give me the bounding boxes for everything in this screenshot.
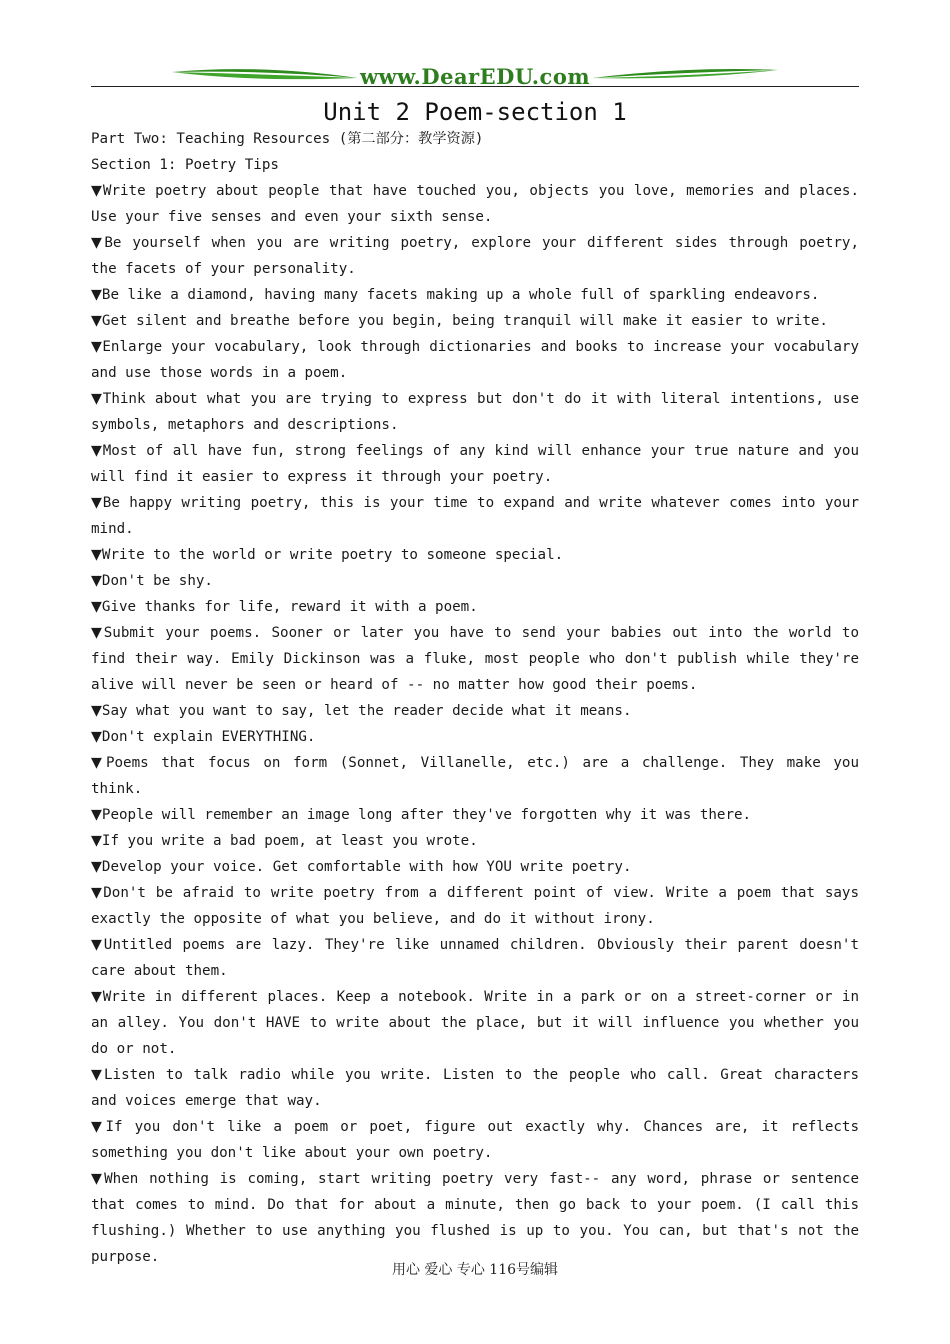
triangle-bullet-icon: ▼ — [91, 287, 102, 303]
tip-item — [91, 880, 859, 932]
triangle-bullet-icon: ▼ — [91, 339, 103, 355]
logo-text: www.DearEDU.com — [359, 64, 591, 89]
tip-text: If you write a bad poem, at least you wrote. — [101, 833, 478, 849]
page-title: Unit 2 Poem-section 1 — [323, 98, 627, 126]
tip-item — [91, 594, 859, 620]
tip-item — [91, 490, 859, 542]
tip-text: When nothing is coming, start writing poetry very fast-- any word, phrase or sentence that comes to mind. Do that for about a minute, then go back to your poem. (I call this flushing.) Whether to use anything you flushed is up to you. You can, but that's not the purpose. — [91, 1171, 859, 1265]
tip-item — [91, 386, 859, 438]
tip-item — [91, 1062, 859, 1114]
triangle-bullet-icon: ▼ — [91, 859, 102, 875]
tip-item — [91, 724, 859, 750]
tip-item — [91, 1166, 859, 1270]
tip-item — [91, 542, 859, 568]
tip-item — [91, 438, 859, 490]
triangle-bullet-icon: ▼ — [91, 703, 102, 719]
triangle-bullet-icon: ▼ — [91, 573, 102, 589]
triangle-bullet-icon: ▼ — [91, 755, 106, 771]
tip-item — [91, 932, 859, 984]
tip-item — [91, 828, 859, 854]
tip-text: Write poetry about people that have touched you, objects you love, memories and places. Use your five senses and even your sixth sense. — [91, 183, 859, 225]
tip-item — [91, 282, 859, 308]
tip-text: Think about what you are trying to express but don't do it with literal intentions, use symbols, metaphors and descriptions. — [91, 391, 859, 433]
tip-text: Don't be afraid to write poetry from a different point of view. Write a poem that says exactly the opposite of what you believe, and do it without irony. — [91, 885, 859, 927]
tip-text: Say what you want to say, let the reader decide what it means. — [101, 703, 632, 719]
tip-text: Develop your voice. Get comfortable with how YOU write poetry. — [101, 859, 632, 875]
tip-text: Give thanks for life, reward it with a poem. — [101, 599, 478, 615]
tip-item — [91, 230, 859, 282]
tip-text: Be happy writing poetry, this is your time to expand and write whatever comes into your mind. — [91, 495, 859, 537]
tip-item — [91, 308, 859, 334]
tip-text: People will remember an image long after they've forgotten why it was there. — [101, 807, 752, 823]
triangle-bullet-icon: ▼ — [91, 1171, 105, 1187]
tip-item — [91, 802, 859, 828]
triangle-bullet-icon: ▼ — [91, 443, 103, 459]
document-body — [91, 126, 859, 1270]
tip-text: Most of all have fun, strong feelings of any kind will enhance your true nature and you will find it easier to express it through your poetry. — [91, 443, 859, 485]
triangle-bullet-icon: ▼ — [91, 1119, 106, 1135]
tip-text: Enlarge your vocabulary, look through dictionaries and books to increase your vocabulary and use those words in a poem. — [91, 339, 859, 381]
triangle-bullet-icon: ▼ — [91, 729, 102, 745]
tip-text: Write in different places. Keep a notebook. Write in a park or on a street-corner or in an alley. You don't HAVE to write about the place, but it will influence you whether you do or not. — [91, 989, 859, 1057]
tip-text: Be like a diamond, having many facets making up a whole full of sparkling endeavors. — [101, 287, 820, 303]
tip-item — [91, 334, 859, 386]
tip-item — [91, 1114, 859, 1166]
triangle-bullet-icon: ▼ — [91, 885, 104, 901]
tip-text: Get silent and breathe before you begin, being tranquil will make it easier to write. — [101, 313, 828, 329]
tip-text: Be yourself when you are writing poetry, explore your different sides through poetry, the facets of your personality. — [91, 235, 859, 277]
tip-text: Don't explain EVERYTHING. — [101, 729, 316, 745]
triangle-bullet-icon: ▼ — [91, 391, 103, 407]
tip-text: Submit your poems. Sooner or later you have to send your babies out into the world to find their way. Emily Dickinson was a fluke, most people who don't publish while they're alive will never be seen or heard of -- no matter how good their poems. — [91, 625, 859, 693]
page-footer: 用心 爱心 专心 116号编辑 — [391, 1262, 559, 1278]
header-divider — [91, 86, 859, 87]
triangle-bullet-icon: ▼ — [91, 807, 102, 823]
section-heading: Section 1: Poetry Tips — [91, 157, 279, 173]
tip-item — [91, 854, 859, 880]
triangle-bullet-icon: ▼ — [91, 235, 105, 251]
triangle-bullet-icon: ▼ — [91, 313, 102, 329]
tip-text: Listen to talk radio while you write. Listen to the people who call. Great characters and voices emerge that way. — [91, 1067, 859, 1109]
triangle-bullet-icon: ▼ — [91, 937, 104, 953]
tip-item — [91, 984, 859, 1062]
tip-text: Don't be shy. — [101, 573, 213, 589]
triangle-bullet-icon: ▼ — [91, 495, 103, 511]
tip-text: Untitled poems are lazy. They're like unnamed children. Obviously their parent doesn't care about them. — [91, 937, 859, 979]
triangle-bullet-icon: ▼ — [91, 989, 103, 1005]
tip-text: Write to the world or write poetry to someone special. — [101, 547, 564, 563]
tip-item — [91, 750, 859, 802]
triangle-bullet-icon: ▼ — [91, 1067, 104, 1083]
triangle-bullet-icon: ▼ — [91, 599, 102, 615]
tip-item — [91, 698, 859, 724]
part-heading: Part Two: Teaching Resources (第二部分：教学资源) — [91, 131, 484, 147]
tips-list — [91, 178, 859, 1270]
tip-text: If you don't like a poem or poet, figure out exactly why. Chances are, it reflects something you don't like about your own poetry. — [91, 1119, 859, 1161]
triangle-bullet-icon: ▼ — [91, 625, 104, 641]
triangle-bullet-icon: ▼ — [91, 183, 103, 199]
tip-text: Poems that focus on form (Sonnet, Villanelle, etc.) are a challenge. They make you think. — [91, 755, 859, 797]
tip-item — [91, 620, 859, 698]
triangle-bullet-icon: ▼ — [91, 547, 102, 563]
triangle-bullet-icon: ▼ — [91, 833, 102, 849]
tip-item — [91, 568, 859, 594]
tip-item — [91, 178, 859, 230]
